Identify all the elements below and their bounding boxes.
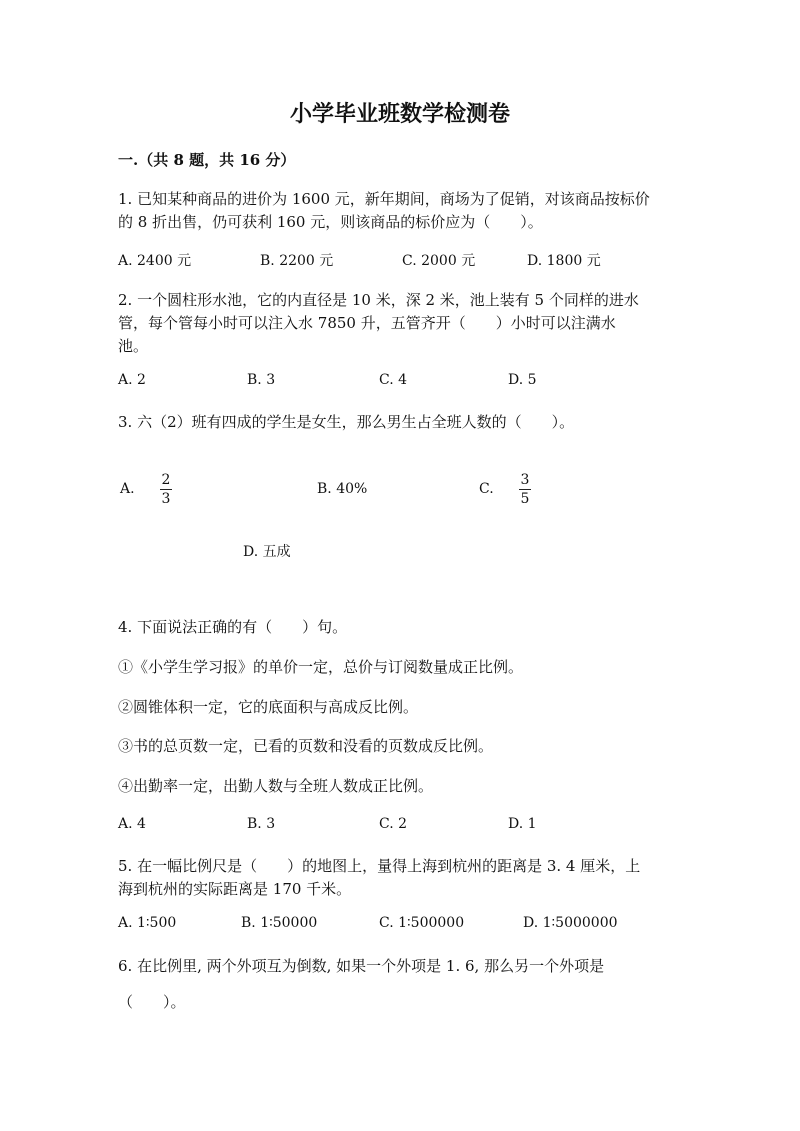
question-4-statement-2: ②圆锥体积一定，它的底面积与高成反比例。: [118, 698, 419, 716]
question-1-option-c: C. 2000 元: [402, 253, 476, 269]
question-6-line-2: （ ）。: [118, 993, 186, 1011]
question-3-option-a-fraction: [160, 473, 172, 506]
question-1-line-2: 的 8 折出售，仍可获利 160 元，则该商品的标价应为（ ）。: [118, 213, 543, 231]
question-6-line-1: 6. 在比例里, 两个外项互为倒数, 如果一个外项是 1. 6, 那么另一个外项是: [118, 957, 605, 975]
question-4-statement-4: ④出勤率一定，出勤人数与全班人数成正比例。: [118, 777, 434, 795]
question-4-option-b: B. 3: [247, 816, 276, 832]
question-5-option-b: B. 1∶50000: [241, 915, 318, 931]
question-3-option-b: B. 40%: [317, 481, 368, 497]
question-5-line-1: 5. 在一幅比例尺是（ ）的地图上，量得上海到杭州的距离是 3. 4 厘米，上: [118, 857, 641, 875]
question-4-statement-3: ③书的总页数一定，已看的页数和没看的页数成反比例。: [118, 737, 494, 755]
fraction-bar: [519, 489, 531, 490]
question-2-option-c: C. 4: [379, 372, 408, 388]
fraction-denominator: 3: [161, 491, 171, 507]
fraction-numerator: 2: [161, 472, 171, 488]
question-4-option-a: A. 4: [118, 816, 146, 832]
question-2-option-b: B. 3: [247, 372, 276, 388]
question-2-line-3: 池。: [118, 337, 149, 355]
section-heading: 一.（共 8 题，共 16 分）: [118, 151, 296, 169]
question-1-option-d: D. 1800 元: [527, 253, 601, 269]
question-2-option-d: D. 5: [508, 372, 537, 388]
question-3-option-a-label: A.: [120, 481, 135, 497]
fraction-denominator: 5: [520, 491, 530, 507]
question-2-line-2: 管，每个管每小时可以注入水 7850 升，五管齐开（ ）小时可以注满水: [118, 314, 616, 332]
fraction-numerator: 3: [520, 472, 530, 488]
question-3-option-c-label: C.: [479, 481, 494, 497]
question-5-line-2: 海到杭州的实际距离是 170 千米。: [118, 880, 352, 898]
question-3-option-c-fraction: [519, 473, 531, 506]
question-5-option-d: D. 1∶5000000: [523, 915, 618, 931]
question-5-option-c: C. 1∶500000: [379, 915, 465, 931]
question-1-line-1: 1. 已知某种商品的进价为 1600 元，新年期间，商场为了促销，对该商品按标价: [118, 190, 650, 208]
question-1-option-b: B. 2200 元: [260, 253, 334, 269]
page-title: 小学毕业班数学检测卷: [289, 101, 510, 127]
question-4-option-c: C. 2: [379, 816, 408, 832]
question-4-option-d: D. 1: [508, 816, 537, 832]
fraction-bar: [160, 489, 172, 490]
question-4-statement-1: ①《小学生学习报》的单价一定，总价与订阅数量成正比例。: [118, 658, 524, 676]
question-2-line-1: 2. 一个圆柱形水池，它的内直径是 10 米，深 2 米，池上装有 5 个同样的进水: [118, 291, 639, 309]
question-3-line-1: 3. 六（2）班有四成的学生是女生，那么男生占全班人数的（ ）。: [118, 413, 575, 431]
question-4-line-1: 4. 下面说法正确的有（ ）句。: [118, 618, 348, 636]
question-5-option-a: A. 1∶500: [118, 915, 177, 931]
question-2-option-a: A. 2: [118, 372, 146, 388]
question-1-option-a: A. 2400 元: [118, 253, 192, 269]
question-3-option-d: D. 五成: [243, 544, 291, 560]
